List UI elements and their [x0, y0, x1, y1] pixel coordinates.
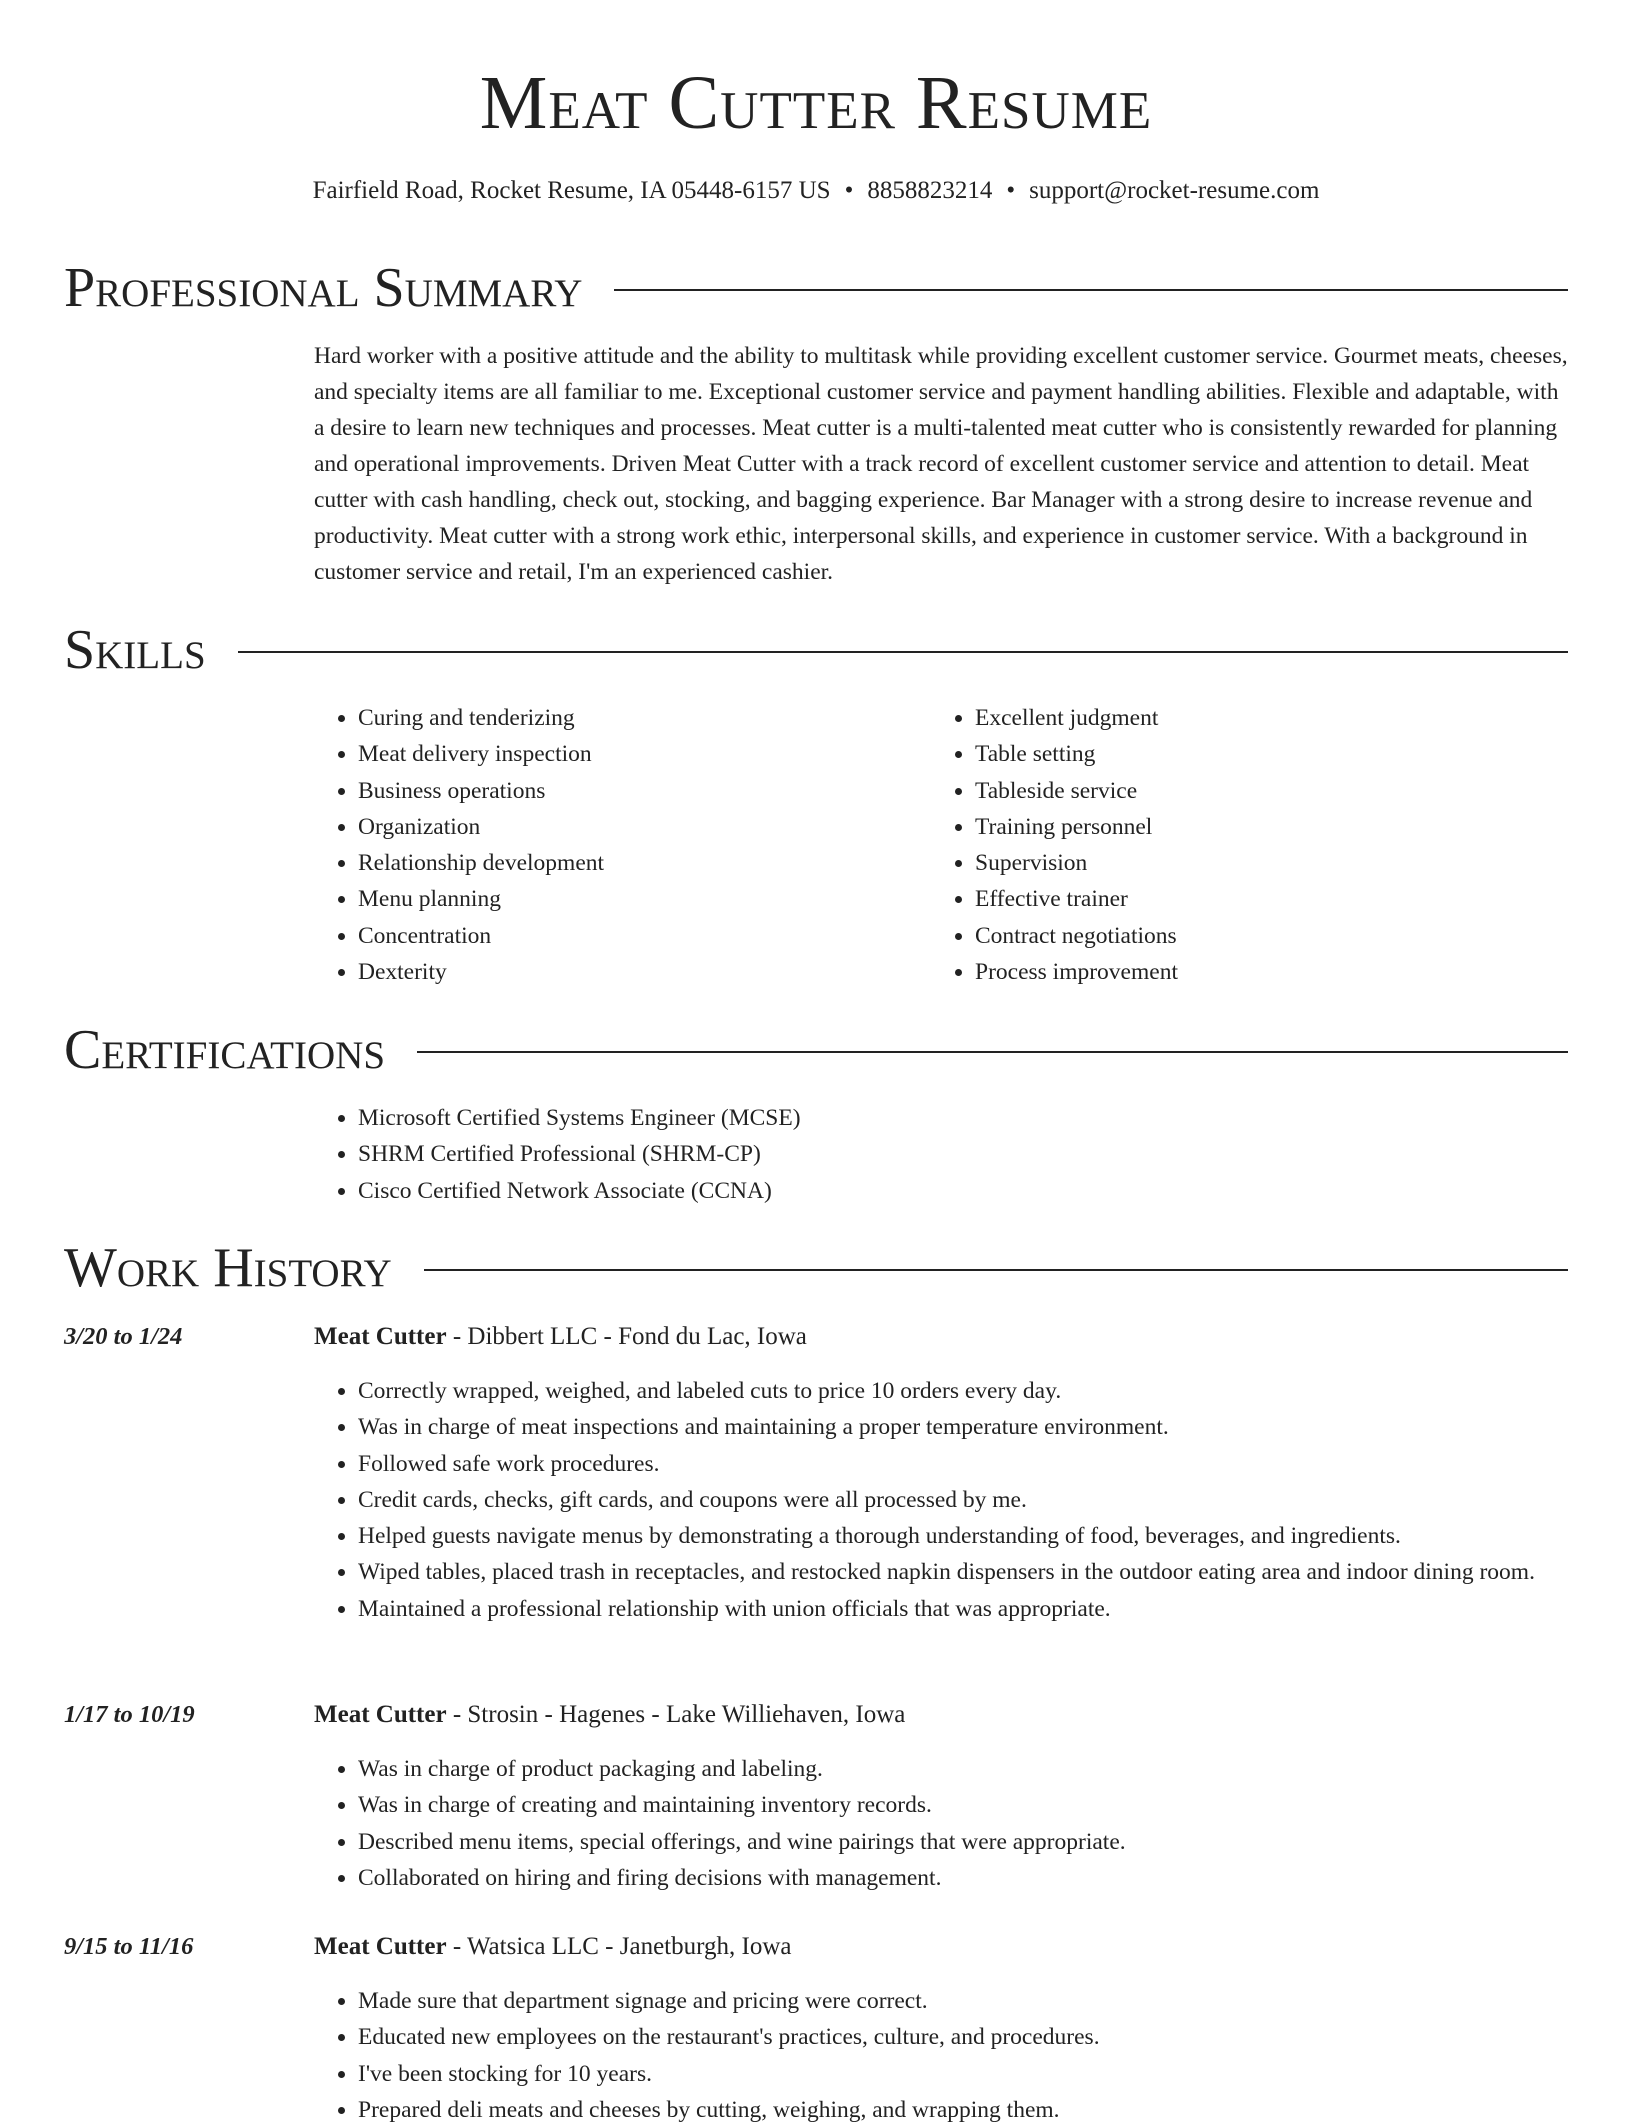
skills-list-right	[931, 700, 1531, 990]
duty-item: • Helped guests navigate menus by demonstrating a thorough understanding of food, beverages, and ingredients.	[358, 1518, 1568, 1554]
duties-list	[314, 1983, 1568, 2128]
job-duties	[314, 1983, 1568, 2128]
duty-item: • Described menu items, special offerings, and wine pairings that were appropriate.	[358, 1824, 1568, 1860]
contact-address: Fairfield Road, Rocket Resume, IA 05448-6157 US	[312, 177, 831, 204]
skill-item: • Concentration	[358, 918, 914, 954]
skills-section-header	[64, 618, 1568, 682]
skill-item: • Contract negotiations	[975, 918, 1531, 954]
work-history-heading: Work History	[64, 1237, 392, 1299]
certifications-section-header	[64, 1018, 1568, 1082]
skill-item: • Dexterity	[358, 954, 914, 990]
certification-item: • SHRM Certified Professional (SHRM-CP)	[358, 1136, 1568, 1172]
skills-heading: Skills	[64, 619, 206, 681]
skill-item: • Business operations	[358, 773, 914, 809]
job-dates: 9/15 to 11/16	[64, 1933, 194, 1960]
duty-item: • Prepared deli meats and cheeses by cutting, weighing, and wrapping them.	[358, 2092, 1568, 2128]
skill-item: • Tableside service	[975, 773, 1531, 809]
job-dates: 3/20 to 1/24	[64, 1323, 183, 1350]
skill-item: • Excellent judgment	[975, 700, 1531, 736]
duty-item: • Wiped tables, placed trash in receptacles, and restocked napkin dispensers in the outdoor eating area and indoor dining room.	[358, 1554, 1568, 1590]
resume-title: Meat Cutter Resume	[479, 61, 1153, 145]
contact-line	[0, 174, 1632, 208]
job-dates: 1/17 to 10/19	[64, 1701, 195, 1728]
duty-item: • Made sure that department signage and pricing were correct.	[358, 1983, 1568, 2019]
section-divider	[424, 1269, 1568, 1271]
summary-heading: Professional Summary	[64, 257, 583, 319]
duty-item: • Maintained a professional relationship with union officials that was appropriate.	[358, 1591, 1568, 1627]
duty-item: • Educated new employees on the restaurant's practices, culture, and procedures.	[358, 2019, 1568, 2055]
skill-item: • Process improvement	[975, 954, 1531, 990]
section-divider	[614, 289, 1568, 291]
job-duties	[314, 1373, 1568, 1627]
contact-separator: •	[1006, 177, 1016, 204]
section-divider	[417, 1051, 1568, 1053]
certifications-block	[314, 1100, 1568, 1209]
skill-item: • Organization	[358, 809, 914, 845]
duty-item: • Credit cards, checks, gift cards, and coupons were all processed by me.	[358, 1482, 1568, 1518]
skills-column-left	[314, 700, 914, 990]
job-employer: - Watsica LLC - Janetburgh, Iowa	[446, 1933, 792, 1960]
duties-list	[314, 1373, 1568, 1627]
skill-item: • Menu planning	[358, 881, 914, 917]
skill-item: • Effective trainer	[975, 881, 1531, 917]
job-employer: - Strosin - Hagenes - Lake Williehaven, Iowa	[446, 1701, 906, 1728]
skills-list-left	[314, 700, 914, 990]
skill-item: • Relationship development	[358, 845, 914, 881]
certifications-list	[314, 1100, 1568, 1209]
contact-separator: •	[844, 177, 854, 204]
duty-item: • Collaborated on hiring and firing decisions with management.	[358, 1860, 1568, 1896]
section-divider	[238, 651, 1568, 653]
work-history-section-header	[64, 1236, 1568, 1300]
job-duties	[314, 1751, 1568, 1896]
certification-item: • Cisco Certified Network Associate (CCNA)	[358, 1173, 1568, 1209]
contact-email: support@rocket-resume.com	[1029, 177, 1320, 204]
summary-section-header	[64, 256, 1568, 320]
skills-column-right	[931, 700, 1531, 990]
job-role: Meat Cutter	[314, 1323, 447, 1350]
duty-item: • Was in charge of meat inspections and maintaining a proper temperature environment.	[358, 1409, 1568, 1445]
skill-item: • Meat delivery inspection	[358, 736, 914, 772]
duty-item: • Was in charge of creating and maintaining inventory records.	[358, 1787, 1568, 1823]
job-role: Meat Cutter	[314, 1701, 447, 1728]
contact-phone: 8858823214	[867, 177, 993, 204]
job-title-line	[314, 1697, 905, 1733]
summary-text: Hard worker with a positive attitude and the ability to multitask while providing excellent customer service. Gourmet meats, cheeses, and specialty items are all familiar to me. Exceptional customer service and payment handling abilities. Flexible and adaptable, with a desire to learn new techniques and processes. Meat cutter is a multi-talented meat cutter who is consistently rewarded for planning and operational improvements. Driven Meat Cutter with a track record of excellent customer service and attention to detail. Meat cutter with cash handling, check out, stocking, and bagging experience. Bar Manager with a strong desire to increase revenue and productivity. Meat cutter with a strong work ethic, interpersonal skills, and experience in customer service. With a background in customer service and retail, I'm an experienced cashier.	[314, 343, 1568, 585]
job-role: Meat Cutter	[314, 1933, 447, 1960]
certification-item: • Microsoft Certified Systems Engineer (MCSE)	[358, 1100, 1568, 1136]
certifications-heading: Certifications	[64, 1019, 386, 1081]
job-employer: - Dibbert LLC - Fond du Lac, Iowa	[446, 1323, 807, 1350]
skill-item: • Supervision	[975, 845, 1531, 881]
duty-item: • Followed safe work procedures.	[358, 1446, 1568, 1482]
skill-item: • Training personnel	[975, 809, 1531, 845]
job-title-line	[314, 1929, 791, 1965]
skill-item: • Curing and tenderizing	[358, 700, 914, 736]
duty-item: • I've been stocking for 10 years.	[358, 2056, 1568, 2092]
job-title-line	[314, 1319, 807, 1355]
duties-list	[314, 1751, 1568, 1896]
duty-item: • Was in charge of product packaging and labeling.	[358, 1751, 1568, 1787]
duty-item: • Correctly wrapped, weighed, and labeled cuts to price 10 orders every day.	[358, 1373, 1568, 1409]
skill-item: • Table setting	[975, 736, 1531, 772]
